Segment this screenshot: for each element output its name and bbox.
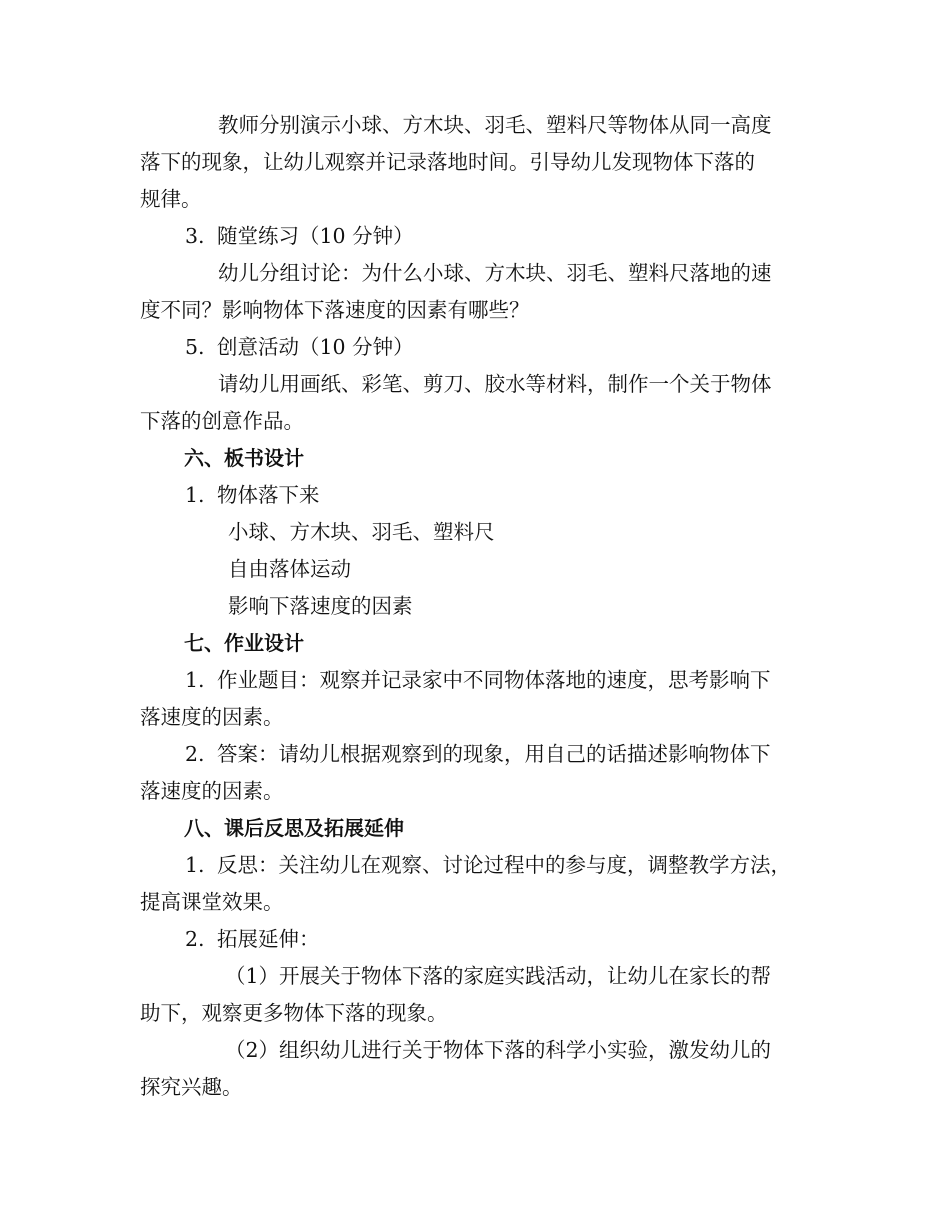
reflection-item-2 <box>140 921 820 958</box>
paragraph-line: 度不同？影响物体下落速度的因素有哪些？ <box>140 298 530 322</box>
paragraph-line: 教师分别演示小球、方木块、羽毛、塑料尺等物体从同一高度 <box>218 113 772 137</box>
paragraph-line: 下落的创意作品。 <box>140 409 304 433</box>
list-text: 答案：请幼儿根据观察到的现象，用自己的话描述影响物体下 <box>217 742 771 766</box>
list-item-3 <box>140 218 820 255</box>
paragraph-line: 探究兴趣。 <box>140 1075 243 1099</box>
paragraph-line: 请幼儿用画纸、彩笔、剪刀、胶水等材料，制作一个关于物体 <box>218 372 772 396</box>
homework-item-2 <box>140 736 820 773</box>
section-heading-6: 六、板书设计 <box>184 446 304 470</box>
section-heading-7: 七、作业设计 <box>184 631 304 655</box>
list-text: 作业题目：观察并记录家中不同物体落地的速度，思考影响下 <box>217 668 771 692</box>
list-number: 2. <box>185 742 205 766</box>
list-item-5 <box>140 329 820 366</box>
board-line: 影响下落速度的因素 <box>228 594 413 618</box>
document-body <box>140 107 820 1106</box>
list-number: 5. <box>185 335 205 359</box>
extension-item-2: （2）组织幼儿进行关于物体下落的科学小实验，激发幼儿的 <box>225 1038 772 1062</box>
homework-item-1 <box>140 662 820 699</box>
list-text: 随堂练习（10 分钟） <box>217 224 414 248</box>
list-number: 1. <box>185 483 205 507</box>
list-number: 1. <box>185 853 205 877</box>
paragraph-line: 规律。 <box>140 187 202 211</box>
board-item <box>140 477 820 514</box>
paragraph-line: 助下，观察更多物体下落的现象。 <box>140 1001 448 1025</box>
extension-item-1: （1）开展关于物体下落的家庭实践活动，让幼儿在家长的帮 <box>225 964 772 988</box>
paragraph-line: 落速度的因素。 <box>140 779 284 803</box>
paragraph-line: 幼儿分组讨论：为什么小球、方木块、羽毛、塑料尺落地的速 <box>218 261 772 285</box>
list-number: 2. <box>185 927 205 951</box>
section-heading-8: 八、课后反思及拓展延伸 <box>184 816 404 840</box>
reflection-item-1 <box>140 847 820 884</box>
board-line: 小球、方木块、羽毛、塑料尺 <box>228 520 495 544</box>
list-number: 3. <box>185 224 205 248</box>
list-text: 物体落下来 <box>217 483 320 507</box>
list-text: 拓展延伸： <box>217 927 320 951</box>
list-number: 1. <box>185 668 205 692</box>
paragraph-line: 落速度的因素。 <box>140 705 284 729</box>
list-text: 创意活动（10 分钟） <box>217 335 414 359</box>
paragraph-line: 落下的现象，让幼儿观察并记录落地时间。引导幼儿发现物体下落的 <box>140 150 755 174</box>
list-text: 反思：关注幼儿在观察、讨论过程中的参与度，调整教学方法， <box>217 853 791 877</box>
paragraph-line: 提高课堂效果。 <box>140 890 284 914</box>
board-line: 自由落体运动 <box>228 557 351 581</box>
